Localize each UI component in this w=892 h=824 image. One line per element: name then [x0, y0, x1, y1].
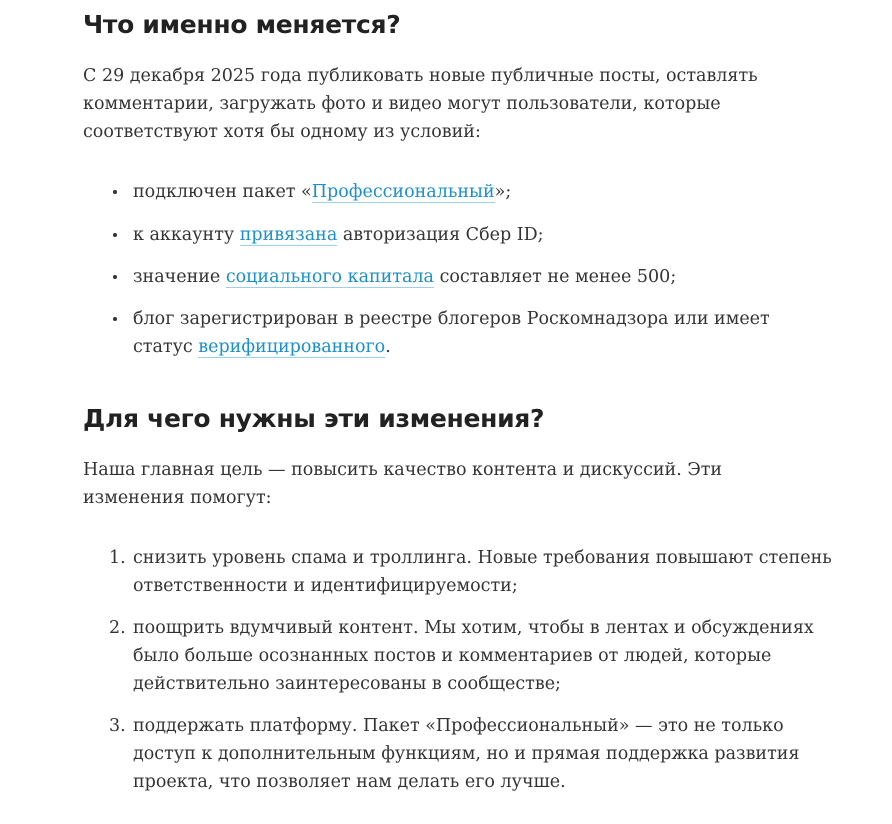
condition-text-before: к аккаунту [133, 225, 240, 245]
condition-text-after: составляет не менее 500; [434, 267, 677, 287]
section-heading-changes: Что именно меняется? [83, 10, 401, 39]
changes-intro-paragraph: С 29 декабря 2025 года публиковать новые публичные посты, оставлять комментарии, загружать фото и видео могут пользователи, которые соответствуют хотя бы одному из условий: [83, 66, 758, 142]
purpose-intro-paragraph: Наша главная цель — повысить качество контента и дискуссий. Эти изменения помогут: [83, 460, 723, 508]
goal-item-content [83, 614, 843, 698]
condition-text-after: авторизация Сбер ID; [337, 225, 544, 245]
goal-text: поощрить вдумчивый контент. Мы хотим, чтобы в лентах и обсуждениях было больше осознанных постов и комментариев от людей, которые действительно заинтересованы в сообществе; [133, 618, 814, 694]
goal-item-spam [83, 544, 843, 600]
condition-text-before: подключен пакет « [133, 182, 312, 202]
bullet-icon [113, 275, 117, 279]
goal-text: снизить уровень спама и троллинга. Новые требования повышают степень ответственности и идентифицируемости; [133, 548, 832, 596]
list-number: 3. [109, 716, 126, 736]
condition-text-after: . [385, 337, 391, 357]
list-number: 2. [109, 618, 126, 638]
bullet-icon [113, 190, 117, 194]
link-verified[interactable]: верифицированного [198, 337, 386, 357]
condition-item-social-capital [83, 263, 823, 291]
condition-item-registry [83, 305, 823, 361]
condition-item-sber-id [83, 221, 823, 249]
bullet-icon [113, 233, 117, 237]
section-heading-purpose: Для чего нужны эти изменения? [83, 404, 545, 433]
link-linked[interactable]: привязана [239, 225, 338, 245]
condition-text-before: блог зарегистрирован в реестре блогеров Роскомнадзора или имеет статус [133, 309, 770, 357]
condition-item-package [83, 178, 823, 206]
link-social-capital[interactable]: социального капитала [225, 267, 434, 287]
condition-text-after: »; [494, 182, 512, 202]
list-number: 1. [109, 548, 126, 568]
link-professional-package[interactable]: Профессиональный [311, 182, 495, 202]
condition-text-before: значение [133, 267, 226, 287]
bullet-icon [113, 317, 117, 321]
goal-text: поддержать платформу. Пакет «Профессиональный» — это не только доступ к дополнительным функциям, но и прямая поддержка развития проекта, что позволяет нам делать его лучше. [133, 716, 800, 792]
goal-item-platform [83, 712, 843, 796]
